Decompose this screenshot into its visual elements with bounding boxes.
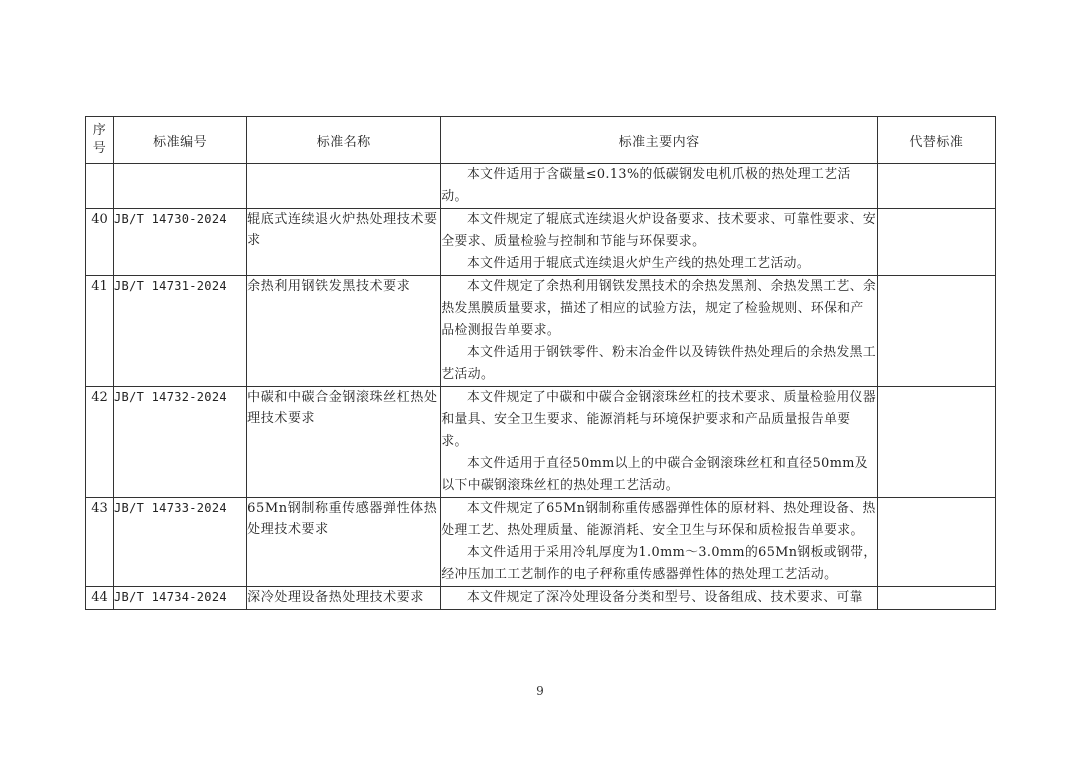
row-serial-number: 40 [86, 209, 114, 276]
row-replaced-standard [877, 387, 995, 498]
row-standard-code: JB/T 14734-2024 [114, 587, 247, 610]
row-standard-code: JB/T 14730-2024 [114, 209, 247, 276]
row-main-content [441, 164, 877, 209]
content-paragraph: 本文件规定了深冷处理设备分类和型号、设备组成、技术要求、可靠 [466, 590, 863, 605]
row-standard-name: 中碳和中碳合金钢滚珠丝杠热处理技术要求 [247, 387, 441, 498]
row-serial-number: 43 [86, 498, 114, 587]
row-standard-name: 65Mn钢制称重传感器弹性体热处理技术要求 [247, 498, 441, 587]
content-paragraph: 本文件适用于辊底式连续退火炉生产线的热处理工艺活动。 [466, 256, 811, 271]
content-paragraph: 本文件规定了余热利用钢铁发黑技术的余热发黑剂、余热发黑工艺、余热发黑膜质量要求，描述了相应的试验方法，规定了检验规则、环保和产品检测报告单要求。 [441, 279, 877, 338]
table-row [86, 587, 996, 610]
row-serial-number [86, 164, 114, 209]
page-number: 9 [536, 684, 544, 698]
row-replaced-standard [877, 209, 995, 276]
content-paragraph: 本文件适用于直径50mm以上的中碳合金钢滚珠丝杠和直径50mm及以下中碳钢滚珠丝杠的热处理工艺活动。 [441, 456, 868, 493]
row-standard-name: 辊底式连续退火炉热处理技术要求 [247, 209, 441, 276]
header-replaced-standard: 代替标准 [877, 117, 995, 164]
row-standard-code: JB/T 14733-2024 [114, 498, 247, 587]
header-standard-name: 标准名称 [247, 117, 441, 164]
row-replaced-standard [877, 498, 995, 587]
header-main-content: 标准主要内容 [441, 117, 877, 164]
table-header-row [86, 117, 996, 164]
row-standard-code [114, 164, 247, 209]
content-paragraph: 本文件适用于含碳量≤0.13%的低碳钢发电机爪极的热处理工艺活动。 [441, 167, 851, 204]
content-paragraph: 本文件规定了中碳和中碳合金钢滚珠丝杠的技术要求、质量检验用仪器和量具、安全卫生要求、能源消耗与环境保护要求和产品质量报告单要求。 [441, 390, 877, 449]
content-paragraph: 本文件适用于采用冷轧厚度为1.0mm～3.0mm的65Mn钢板或钢带，经冲压加工工艺制作的电子秤称重传感器弹性体的热处理工艺活动。 [441, 545, 877, 582]
row-serial-number: 41 [86, 276, 114, 387]
row-standard-name: 深冷处理设备热处理技术要求 [247, 587, 441, 610]
row-main-content [441, 387, 877, 498]
header-serial-number [86, 117, 114, 164]
row-standard-name: 余热利用钢铁发黑技术要求 [247, 276, 441, 387]
content-paragraph: 本文件规定了65Mn钢制称重传感器弹性体的原材料、热处理设备、热处理工艺、热处理质量、能源消耗、安全卫生与环保和质检报告单要求。 [441, 501, 876, 538]
table-body [86, 164, 996, 610]
row-replaced-standard [877, 276, 995, 387]
row-serial-number: 42 [86, 387, 114, 498]
row-standard-code: JB/T 14732-2024 [114, 387, 247, 498]
row-main-content [441, 587, 877, 610]
table-row [86, 209, 996, 276]
row-standard-code: JB/T 14731-2024 [114, 276, 247, 387]
header-serial-line2: 号 [92, 141, 107, 156]
content-paragraph: 本文件适用于钢铁零件、粉末冶金件以及铸铁件热处理后的余热发黑工艺活动。 [441, 345, 877, 382]
content-paragraph: 本文件规定了辊底式连续退火炉设备要求、技术要求、可靠性要求、安全要求、质量检验与控制和节能与环保要求。 [441, 212, 877, 249]
table-row [86, 498, 996, 587]
table-row [86, 164, 996, 209]
row-serial-number: 44 [86, 587, 114, 610]
row-main-content [441, 276, 877, 387]
header-standard-code: 标准编号 [114, 117, 247, 164]
row-replaced-standard [877, 587, 995, 610]
header-serial-line1: 序 [92, 123, 107, 138]
row-main-content [441, 209, 877, 276]
row-replaced-standard [877, 164, 995, 209]
standards-table [85, 116, 996, 610]
table-row [86, 387, 996, 498]
row-main-content [441, 498, 877, 587]
row-standard-name [247, 164, 441, 209]
table-row [86, 276, 996, 387]
